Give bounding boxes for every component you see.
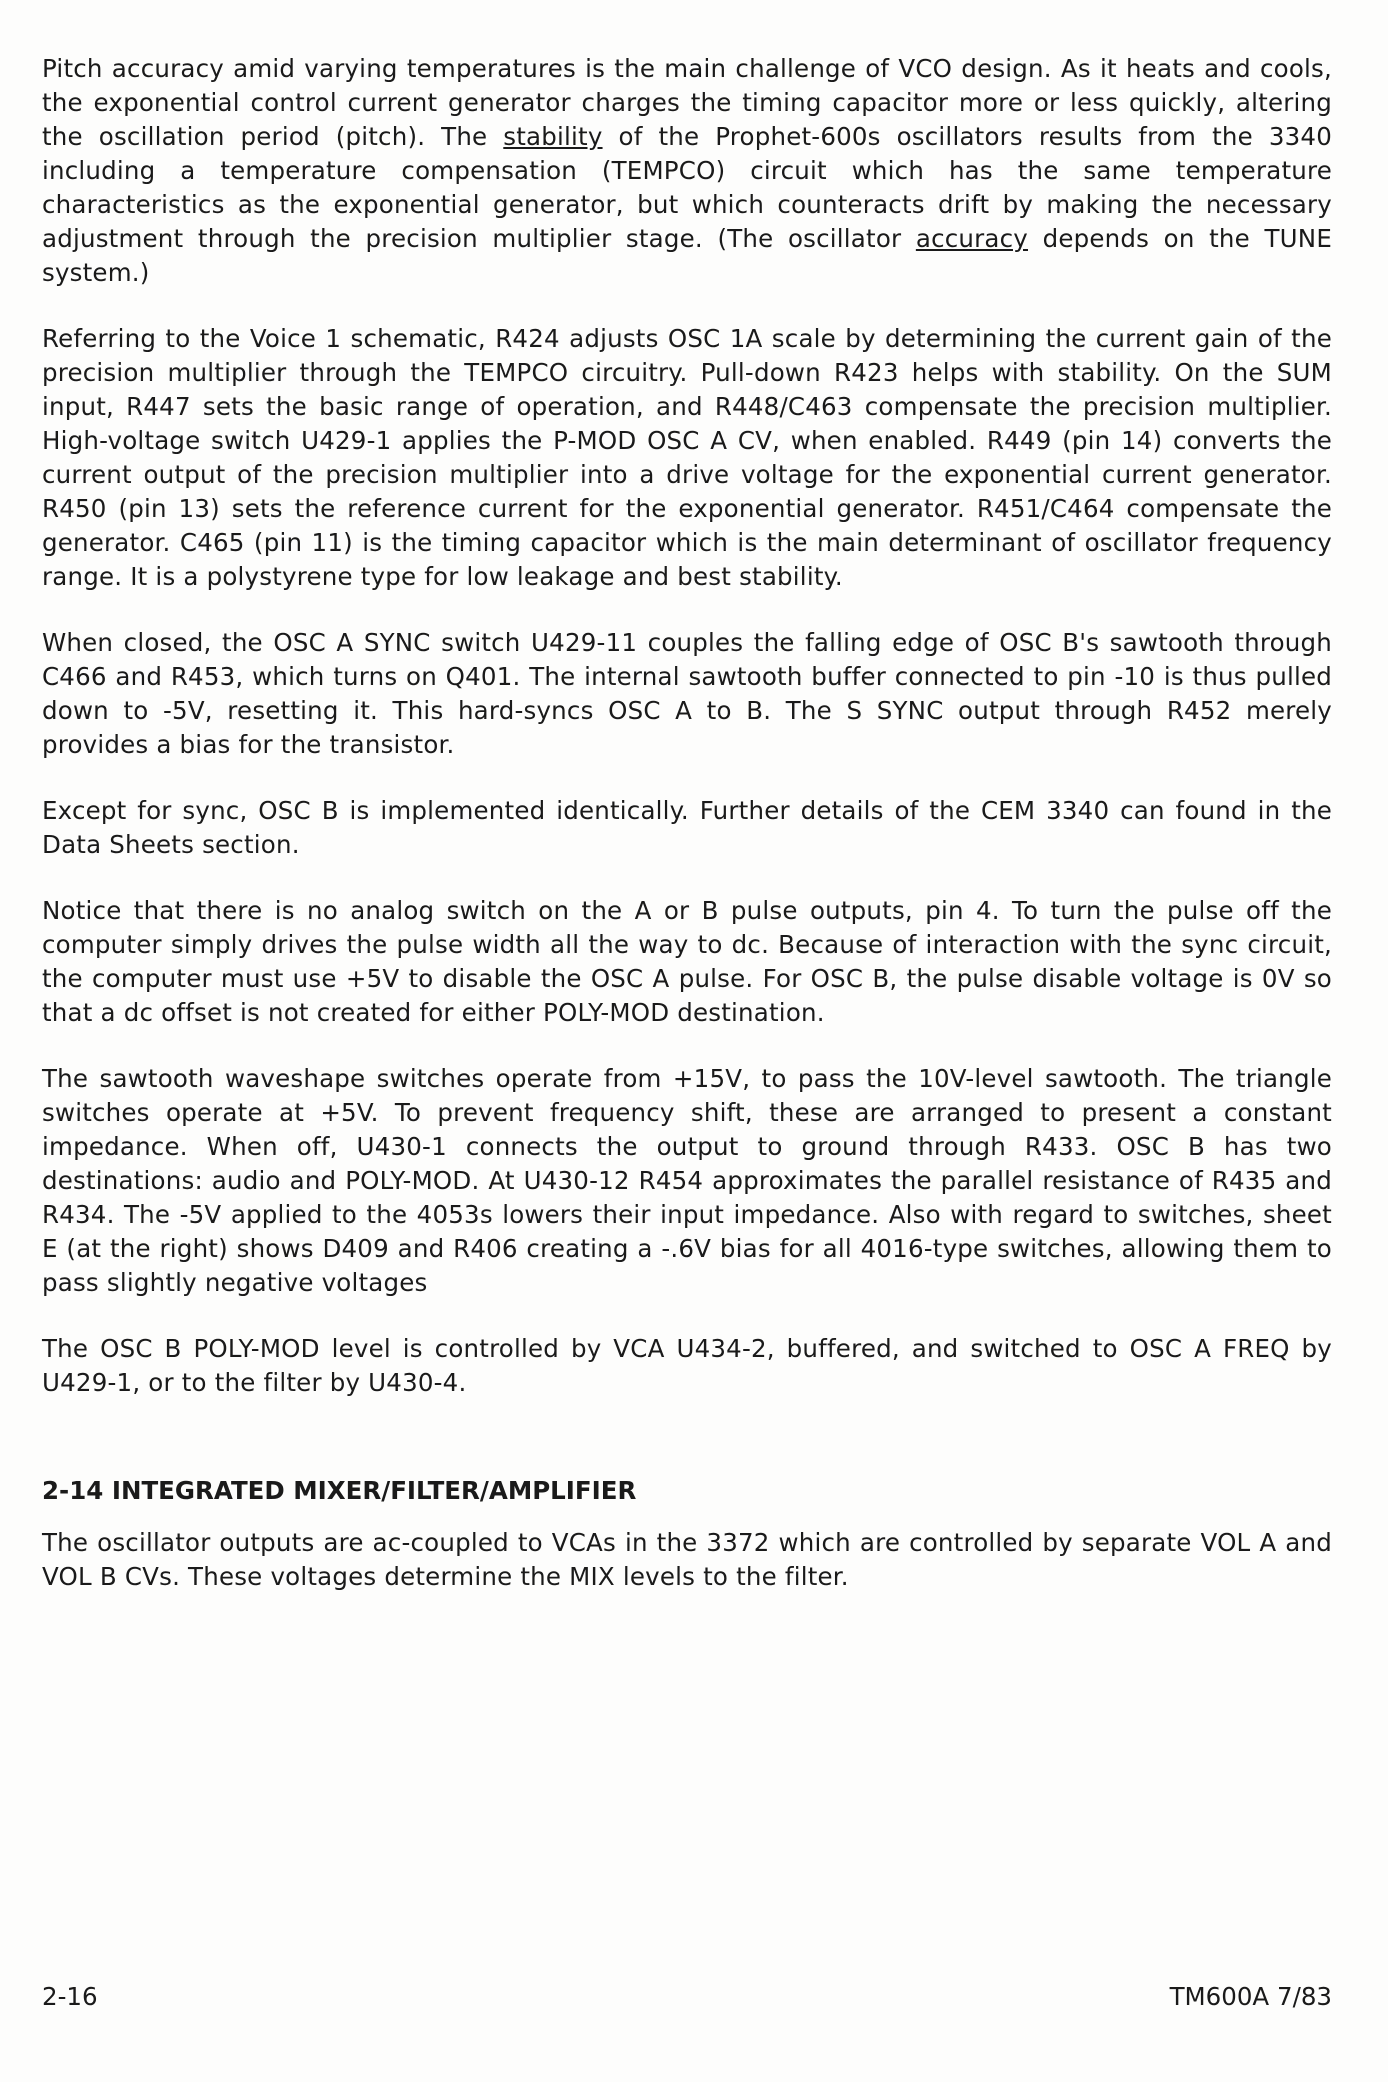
paragraph-poly-mod: The OSC B POLY-MOD level is controlled by VCA U434-2, buffered, and switched to OSC A FREQ by U429-1, or to the filter by U430-4. — [42, 1334, 1332, 1397]
page-number: 2-16 — [42, 1982, 98, 2011]
underlined-stability: stability — [503, 122, 603, 151]
paragraph-pulse-outputs: Notice that there is no analog switch on the A or B pulse outputs, pin 4. To turn the pulse off the computer simply drives the pulse width all the way to dc. Because of interaction with the sync circuit, the computer must use +5V to disable the OSC A pulse. For OSC B, the pulse disable voltage is 0V so that a dc offset is not created for either POLY-MOD destination. — [42, 896, 1332, 1027]
section-heading: 2-14 INTEGRATED MIXER/FILTER/AMPLIFIER — [42, 1476, 637, 1505]
paragraph-osc-sync: When closed, the OSC A SYNC switch U429-11 couples the falling edge of OSC B's sawtooth through C466 and R453, which turns on Q401. The internal sawtooth buffer connected to pin -10 is thus pulled down to -5V, resetting it. This hard-syncs OSC A to B. The S SYNC output through R452 merely provides a bias for the transistor. — [42, 628, 1332, 759]
paragraph-voice1-schematic: Referring to the Voice 1 schematic, R424 adjusts OSC 1A scale by determining the current gain of the precision multiplier through the TEMPCO circuitry. Pull-down R423 helps with stability. On the SUM input, R447 sets the basic range of operation, and R448/C463 compensate the precision multiplier. High-voltage switch U429-1 applies the P-MOD OSC A CV, when enabled. R449 (pin 14) converts the current output of the precision multiplier into a drive voltage for the exponential current generator. R450 (pin 13) sets the reference current for the exponential generator. R451/C464 compensate the generator. C465 (pin 11) is the timing capacitor which is the main determinant of oscillator frequency range. It is a polystyrene type for low leakage and best stability. — [42, 324, 1332, 591]
page-content — [42, 52, 1332, 1626]
paragraph-text: of the Prophet-600s oscillators results from the 3340 including a temperature compensation (TEMPCO) circuit which has the same temperature characteristics as the exponential generator, but which counteracts drift by making the necessary adjustment through the precision multiplier stage. (The oscillator — [42, 122, 1332, 253]
paragraph-waveshape-switches: The sawtooth waveshape switches operate from +15V, to pass the 10V-level sawtooth. The triangle switches operate at +5V. To prevent frequency shift, these are arranged to present a constant impedance. When off, U430-1 connects the output to ground through R433. OSC B has two destinations: audio and POLY-MOD. At U430-12 R454 approximates the parallel resistance of R435 and R434. The -5V applied to the 4053s lowers their input impedance. Also with regard to switches, sheet E (at the right) shows D409 and R406 creating a -.6V bias for all 4016-type switches, allowing them to pass slightly negative voltages — [42, 1064, 1332, 1297]
document-id: TM600A 7/83 — [1169, 1982, 1332, 2011]
paragraph-text: depends on the TUNE system.) — [42, 224, 1332, 287]
paragraph-mixer: The oscillator outputs are ac-coupled to VCAs in the 3372 which are controlled by separate VOL A and VOL B CVs. These voltages determine the MIX levels to the filter. — [42, 1528, 1332, 1591]
paragraph-text: Pitch accuracy amid varying temperatures is the main challenge of VCO design. As it heats and cools, the exponential control current generator charges the timing capacitor more or less quickly, altering the oscillation period (pitch). The — [42, 54, 1332, 151]
underlined-accuracy: accuracy — [915, 224, 1028, 253]
paragraph-vco-accuracy — [42, 52, 1332, 290]
paragraph-osc-b: Except for sync, OSC B is implemented identically. Further details of the CEM 3340 can found in the Data Sheets section. — [42, 796, 1332, 859]
